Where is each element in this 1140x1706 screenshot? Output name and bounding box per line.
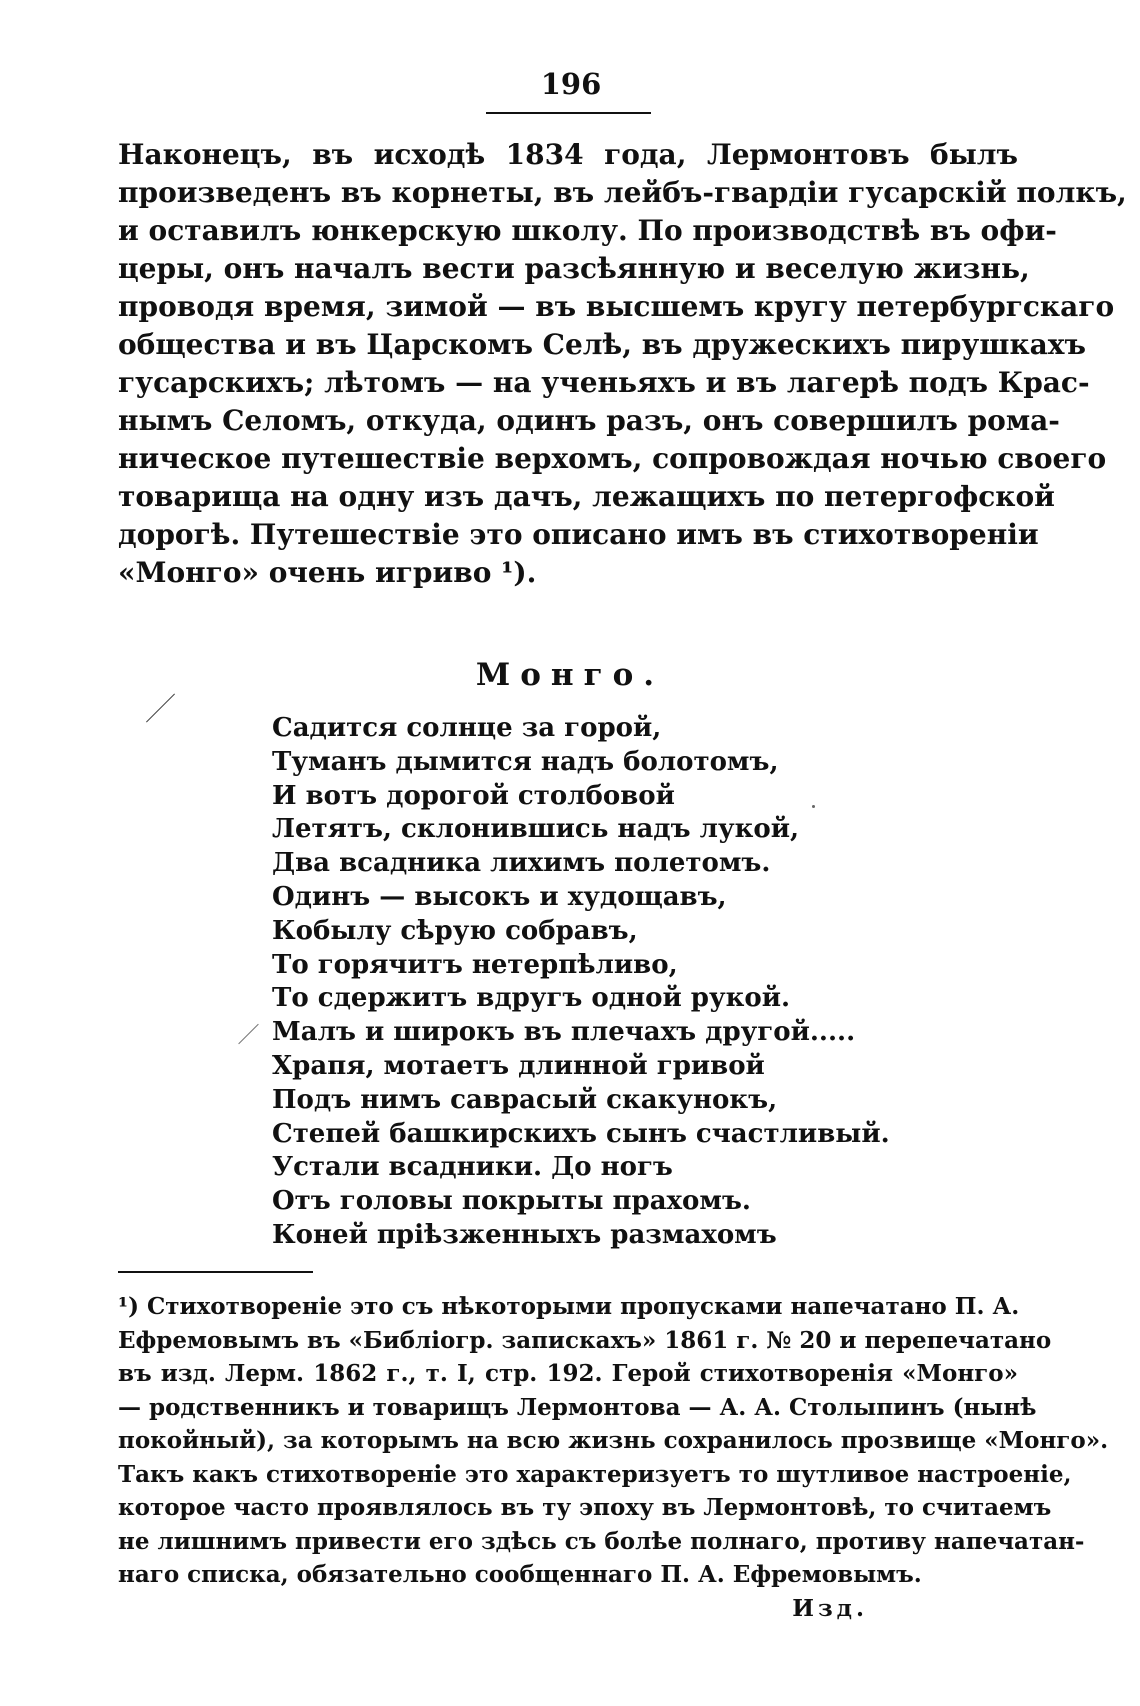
poem-verse: Степей башкирскихъ сынъ счастливый. <box>272 1118 890 1149</box>
prose-line: ническое путешествіе верхомъ, сопровождая ночью своего <box>118 442 1107 475</box>
poem-verse: Кобылу сѣрую собравъ, <box>272 915 638 946</box>
prose-line: и оставилъ юнкерскую школу. По производствѣ въ офи- <box>118 214 1057 247</box>
poem-verse: Одинъ — высокъ и худощавъ, <box>272 881 727 912</box>
prose-line: «Монго» очень игриво ¹). <box>118 556 537 589</box>
poem-verse: То горячитъ нетерпѣливо, <box>272 949 678 980</box>
poem-verse: То сдержитъ вдругъ одной рукой. <box>272 983 791 1014</box>
page-number: 196 <box>540 67 602 101</box>
pencil-mark <box>238 1024 259 1045</box>
footnote-line: Ефремовымъ въ «Библіогр. запискахъ» 1861 г. № 20 и перепечатано <box>118 1326 1052 1354</box>
footnote-line: — родственникъ и товарищъ Лермонтова — А. А. Столыпинъ (нынѣ <box>118 1393 1037 1421</box>
poem-verse: Устали всадники. До ногъ <box>272 1152 673 1183</box>
prose-line: товарища на одну изъ дачъ, лежащихъ по петергофской <box>118 480 1055 513</box>
ink-speck <box>812 805 815 808</box>
footnote-rule <box>118 1271 313 1273</box>
poem-verse: Туманъ дымится надъ болотомъ, <box>272 746 779 777</box>
poem-title: Монго. <box>475 657 665 693</box>
footnote-line: наго списка, обязательно сообщеннаго П. А. Ефремовымъ. <box>118 1561 922 1588</box>
footnote-line: ¹) Стихотвореніе это съ нѣкоторыми пропусками напечатано П. А. <box>118 1293 1020 1320</box>
footnote-line: не лишнимъ привести его здѣсь съ болѣе полнаго, противу напечатан- <box>118 1527 1085 1555</box>
footnote-line: Такъ какъ стихотвореніе это характеризуетъ то шутливое настроеніе, <box>118 1460 1072 1488</box>
prose-line: общества и въ Царскомъ Селѣ, въ дружескихъ пирушкахъ <box>118 328 1086 361</box>
page-number-rule <box>486 112 651 114</box>
poem-verse: Малъ и широкъ въ плечахъ другой..... <box>272 1017 856 1048</box>
poem-verse: Два всадника лихимъ полетомъ. <box>272 848 771 879</box>
poem-verse: Коней пріѣзженныхъ размахомъ <box>272 1219 777 1250</box>
poem-verse: Садится солнце за горой, <box>272 713 662 743</box>
footnote <box>118 1290 1109 1625</box>
pencil-mark <box>146 694 175 723</box>
prose-line: дорогѣ. Путешествіе это описано имъ въ стихотвореніи <box>118 518 1039 551</box>
prose-paragraph <box>118 136 1127 592</box>
poem-verses <box>272 712 892 1253</box>
poem-verse: Отъ головы покрыты прахомъ. <box>272 1186 751 1217</box>
footnote-signature: Изд. <box>792 1594 868 1622</box>
footnote-line: покойный), за которымъ на всю жизнь сохранилось прозвище «Монго». <box>118 1427 1109 1454</box>
footnote-line: которое часто проявлялось въ ту эпоху въ Лермонтовѣ, то считаемъ <box>118 1494 1052 1521</box>
prose-line: произведенъ въ корнеты, въ лейбъ-гвардіи гусарскій полкъ, <box>118 176 1127 209</box>
prose-line: проводя время, зимой — въ высшемъ кругу петербургскаго <box>118 290 1115 323</box>
poem-verse: И вотъ дорогой столбовой <box>272 780 675 811</box>
prose-line: гусарскихъ; лѣтомъ — на ученьяхъ и въ лагерѣ подъ Крас- <box>118 366 1090 399</box>
prose-line: Наконецъ, въ исходѣ 1834 года, Лермонтовъ былъ <box>118 138 1018 171</box>
poem-verse: Подъ нимъ саврасый скакунокъ, <box>272 1084 778 1115</box>
prose-line: нымъ Селомъ, откуда, одинъ разъ, онъ совершилъ рома- <box>118 404 1060 437</box>
poem-verse: Летятъ, склонившись надъ лукой, <box>272 814 800 845</box>
prose-line: церы, онъ началъ вести разсѣянную и веселую жизнь, <box>118 252 1030 285</box>
poem-verse: Храпя, мотаетъ длинной гривой <box>272 1050 765 1081</box>
footnote-line: въ изд. Лерм. 1862 г., т. I, стр. 192. Герой стихотворенія «Монго» <box>118 1360 1018 1387</box>
